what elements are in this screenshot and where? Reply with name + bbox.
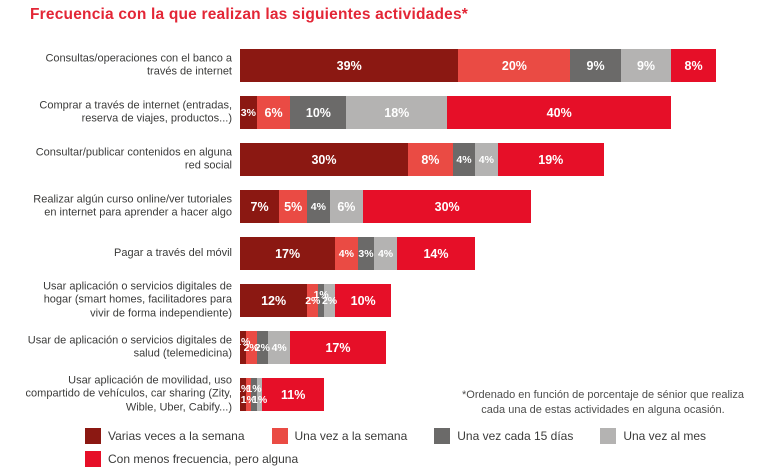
chart-row: [0, 277, 768, 324]
legend-label: Con menos frecuencia, pero alguna: [108, 452, 299, 466]
legend-swatch-icon: [434, 428, 450, 444]
segment-value-label: 10%: [350, 293, 376, 308]
segment-value-label: 8%: [421, 152, 440, 167]
stacked-bar: [240, 143, 604, 176]
chart-row: [0, 183, 768, 230]
segment-value-label: 12%: [261, 293, 287, 308]
footnote-line-2: cada una de estas actividades en alguna ocasión.: [481, 403, 725, 416]
segment-value-label: 20%: [501, 58, 527, 73]
segment-value-label: 30%: [311, 152, 337, 167]
bar-segment: [397, 237, 475, 270]
segment-value-label: 4%: [310, 200, 326, 213]
bar-segment: [240, 49, 458, 82]
chart-row: [0, 42, 768, 89]
bar-segment: [621, 49, 671, 82]
segment-value-label: 10%: [305, 105, 331, 120]
chart-row: [0, 89, 768, 136]
segment-value-label: 2%: [321, 294, 338, 307]
legend-swatch-icon: [600, 428, 616, 444]
bar-segment: [307, 190, 329, 223]
segment-value-label: 2%: [305, 294, 321, 307]
chart-row: [0, 136, 768, 183]
footnote-line-1: *Ordenado en función de porcentaje de sénior que realiza: [462, 389, 744, 401]
bar-segment: [453, 143, 475, 176]
bar-segment: [240, 237, 335, 270]
category-label: Usar aplicación o servicios digitales de hogar (smart homes, facilitadores para vivir de forma independiente): [43, 279, 232, 320]
bar-segment: [240, 96, 257, 129]
chart-rows: [0, 42, 768, 418]
segment-value-label: 8%: [684, 58, 703, 73]
legend-label: Una vez a la semana: [294, 429, 408, 443]
segment-value-label: 2%: [254, 341, 270, 354]
bar-segment: [290, 331, 385, 364]
bar-segment: [279, 190, 307, 223]
category-label: Usar de aplicación o servicios digitales de salud (telemedicina): [27, 333, 232, 360]
segment-value-label: 39%: [336, 58, 362, 73]
segment-value-label: 4%: [338, 247, 354, 260]
bar-segment: [671, 49, 716, 82]
segment-value-label: 4%: [478, 153, 494, 166]
bar-segment: [475, 143, 497, 176]
bar-segment: [240, 284, 307, 317]
bar-segment: [330, 190, 364, 223]
segment-value-label: 14%: [423, 246, 449, 261]
segment-value-label: 17%: [275, 246, 301, 261]
category-label: Consultas/operaciones con el banco a través de internet: [45, 51, 232, 78]
bar-segment: [254, 331, 270, 364]
chart-title: Frecuencia con la que realizan las siguientes actividades*: [30, 6, 469, 23]
legend-label: Varias veces a la semana: [108, 429, 245, 443]
stacked-bar: [240, 237, 475, 270]
stacked-bar: [235, 378, 324, 411]
legend-swatch-icon: [272, 428, 288, 444]
chart-row: [0, 324, 768, 371]
bar-segment: [262, 378, 324, 411]
segment-value-label: 7%: [250, 199, 269, 214]
legend-label: Una vez cada 15 días: [457, 429, 574, 443]
legend-item: [434, 428, 573, 444]
stacked-bar: [240, 96, 671, 129]
legend-row-2: [85, 451, 298, 467]
legend-item: [85, 451, 298, 467]
segment-value-label: 4%: [377, 247, 394, 260]
segment-value-label: 4%: [271, 341, 287, 354]
bar-segment: [374, 237, 396, 270]
bar-segment: [290, 96, 346, 129]
legend-row-1: [85, 428, 706, 444]
bar-segment: [240, 190, 279, 223]
bar-segment: [335, 237, 357, 270]
category-label: Comprar a través de internet (entradas, reserva de viajes, productos...): [39, 98, 232, 125]
segment-value-label: 3%: [358, 247, 374, 260]
segment-value-label: 5%: [284, 199, 303, 214]
legend-item: [85, 428, 245, 444]
stacked-bar: [240, 284, 391, 317]
segment-value-label: 9%: [586, 58, 605, 73]
segment-value-label: 3%: [240, 106, 256, 119]
legend-swatch-icon: [85, 428, 101, 444]
legend-item: [272, 428, 408, 444]
bar-segment: [447, 96, 671, 129]
category-label: Realizar algún curso online/ver tutoriales en internet para aprender a hacer algo: [33, 192, 232, 219]
segment-value-label: 1%: [251, 393, 268, 406]
segment-value-label: 17%: [325, 340, 351, 355]
bar-segment: [358, 237, 375, 270]
stacked-bar: [240, 49, 716, 82]
legend-swatch-icon: [85, 451, 101, 467]
bar-segment: [268, 331, 290, 364]
stacked-bar: [235, 331, 386, 364]
stacked-bar: [240, 190, 531, 223]
category-label: Consultar/publicar contenidos en alguna red social: [35, 145, 232, 172]
segment-value-label: 6%: [264, 105, 283, 120]
bar-segment: [408, 143, 453, 176]
segment-value-label: 9%: [636, 58, 656, 73]
segment-value-label: 1%: [235, 382, 251, 395]
segment-value-label: 4%: [456, 153, 472, 166]
legend-label: Una vez al mes: [623, 429, 707, 443]
segment-value-label: 1%: [240, 393, 256, 406]
bar-segment: [240, 143, 408, 176]
segment-value-label: 1%: [246, 382, 262, 395]
bar-segment: [498, 143, 604, 176]
bar-segment: [570, 49, 620, 82]
segment-value-label: 11%: [281, 387, 306, 402]
segment-value-label: 2%: [243, 341, 259, 354]
chart-row: [0, 230, 768, 277]
segment-value-label: 6%: [337, 199, 356, 214]
segment-value-label: 18%: [384, 105, 410, 120]
bar-segment: [458, 49, 570, 82]
segment-value-label: 1%: [313, 288, 329, 301]
legend-item: [600, 428, 706, 444]
footnote: [448, 388, 758, 418]
segment-value-label: 30%: [434, 199, 460, 214]
bar-segment: [363, 190, 531, 223]
segment-value-label: 1%: [235, 335, 251, 348]
category-label: Pagar a través del móvil: [114, 246, 232, 259]
bar-segment: [335, 284, 391, 317]
bar-segment: [257, 96, 291, 129]
category-label: Usar aplicación de movilidad, uso compartido de vehículos, car sharing (Zity, Wible, Uber, Cabify...): [25, 373, 232, 414]
segment-value-label: 19%: [538, 152, 564, 167]
segment-value-label: 40%: [546, 105, 572, 120]
bar-segment: [346, 96, 447, 129]
